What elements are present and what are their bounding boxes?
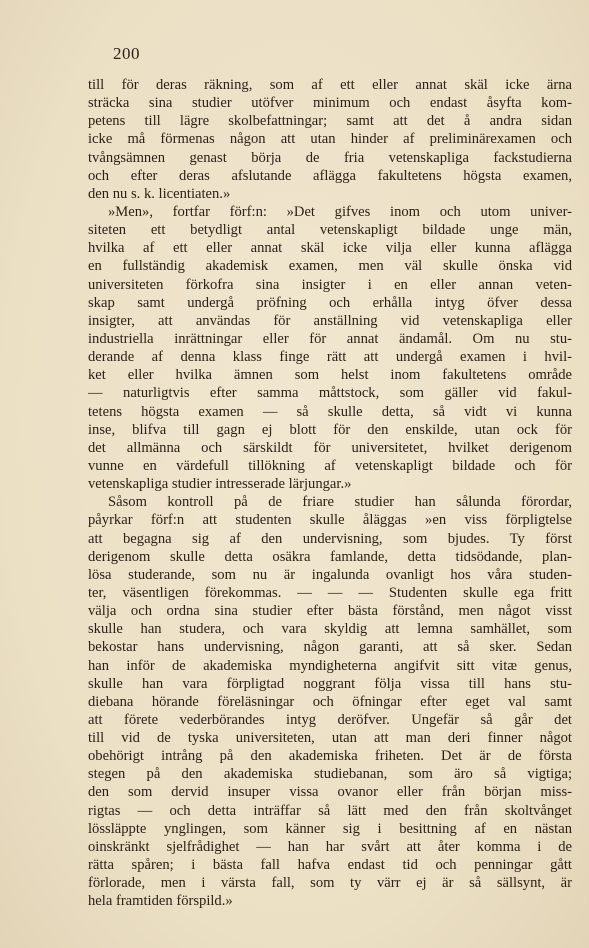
text-line: tvångsämnen genast börja de fria vetenskapliga fackstudierna [88,149,572,166]
text-line: och efter deras afslutande aflägga fakultetens högsta examen, [88,167,572,184]
text-line: förlorade, men i värsta fall, som ty värr ej är så sällsynt, är [88,875,572,892]
text-line: påyrkar förf:n att studenten skulle åläggas »en viss förpligtelse [88,512,572,529]
text-line: den som dervid insuper vissa ovanor eller från början miss- [88,784,572,801]
text-line: skulle han vara förpligtad noggrant följa vissa till hans stu- [88,675,572,692]
text-line: skulle han studera, och vara skyldig att lemna samhället, som [88,621,572,638]
text-line: hela framtiden förspild.» [88,893,233,910]
text-line: ter, väsentligen förekommas. — — — Studenten skulle ega fritt [88,584,572,601]
text-line: derigenom skulle detta osäkra famlande, detta tidsödande, plan- [88,548,572,565]
text-line: oinskränkt sjelfrådighet — han har svårt att åter komma i de [88,838,572,855]
text-line: — naturligtvis efter samma måttstock, som gäller vid fakul- [88,385,572,402]
text-line: insigter, att användas för anställning vid vetenskapliga eller [88,312,572,329]
text-line: sträcka sina studier utöfver minimum och endast åsyfta kom- [88,95,572,112]
text-line: den nu s. k. licentiaten.» [88,185,231,202]
text-line: icke må förmenas någon att utan hinder af preliminärexamen och [88,131,572,148]
text-line: till för deras räkning, som af ett eller annat skäl icke ärna [88,77,572,93]
text-line: Såsom kontroll på de friare studier han sålunda förordar, [108,494,572,511]
text-line: rigtas — och detta inträffar så lätt med den från skoltvånget [88,802,572,819]
text-line: industriella inrättningar eller för annat ändamål. Om nu stu- [88,330,572,347]
text-line: derande af denna klass finge rätt att undergå examen i hvil- [88,349,572,366]
text-line: stegen på den akademiska studiebanan, som äro så vigtiga; [88,766,572,783]
text-line: lösa studerande, som nu är ingalunda ovanligt hos våra studen- [88,566,572,583]
text-line: rätta spåren; i bästa fall hafva endast tid och penningar gått [88,857,572,874]
text-line: välja och ordna sina studier efter bästa förstånd, men något visst [88,603,572,620]
text-line: han inför de akademiska myndigheterna angifvit sitt vitæ genus, [88,657,572,674]
text-line: lössläppte ynglingen, som känner sig i besittning af en nästan [88,820,572,837]
text-line: skap samt undergå pröfning och erhålla intyg öfver dessa [88,294,572,311]
text-line: inse, blifva till gagn ej blott för den enskilde, utan ock för [88,421,572,438]
text-line: att begagna sig af den undervisning, som bjudes. Ty först [88,530,572,547]
body-text [88,76,572,910]
page-number: 200 [113,44,140,63]
text-line: universiteten förkofra sina insigter i en eller annan veten- [88,276,572,293]
text-line: siteten ett betydligt antal vetenskapligt bildade unge män, [88,222,572,239]
text-line: »Men», fortfar förf:n: »Det gifves inom och utom univer- [108,203,572,220]
text-line: tetens högsta examen — så skulle detta, så vidt vi kunna [88,403,572,420]
text-line: en fullständig akademisk examen, men väl skulle önska vid [88,258,572,275]
text-line: ket eller hvilka ämnen som helst inom fakultetens område [88,367,572,384]
text-line: det allmänna och särskildt för universitetet, hvilket derigenom [88,439,572,456]
text-line: obehörigt intrång på den akademiska friheten. Det är de första [88,748,572,765]
text-line: vunne en värdefull tillökning af vetenskapligt bildade och för [88,457,572,474]
text-line: bekostar hans undervisning, någon garanti, att så sker. Sedan [88,639,572,656]
text-line: att förete vederbörandes intyg deröfver. Ungefär så går det [88,711,572,728]
text-line: till vid de tyska universiteten, utan att man deri finner något [88,730,572,747]
text-line: vetenskapliga studier intresserade lärjungar.» [88,476,352,493]
text-line: petens till lägre skolbefattningar; samt att det å andra sidan [88,113,572,130]
text-line: hvilka af ett eller annat skäl icke vilja eller kunna aflägga [88,240,572,257]
text-line: diebana hörande föreläsningar och öfningar efter eget val samt [88,693,572,710]
